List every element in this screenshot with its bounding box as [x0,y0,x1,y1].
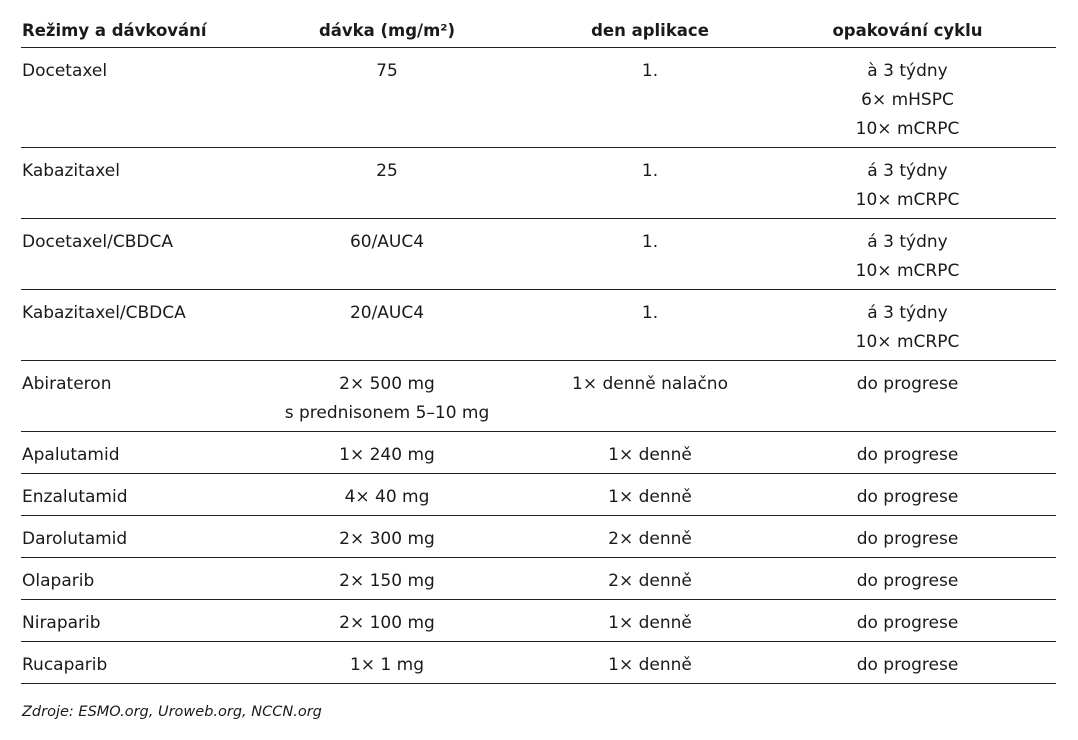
cell-cycle-line: do progrese [856,487,959,507]
cell-dose-line: 2× 500 mg [339,374,435,394]
header-day: den aplikace [541,14,759,48]
cell-cycle [759,600,1056,642]
cell-day [541,290,759,361]
cell-regimen [21,48,233,148]
cell-regimen [21,432,233,474]
cell-cycle-line: 10× mCRPC [855,261,960,281]
cell-regimen-text: Abirateron [22,374,112,394]
cell-dose [233,290,541,361]
cell-cycle-line: 10× mCRPC [855,332,960,352]
cell-day [541,219,759,290]
table-row [21,432,1056,474]
cell-day [541,48,759,148]
source-note: Zdroje: ESMO.org, Uroweb.org, NCCN.org [22,704,322,720]
cell-regimen [21,642,233,684]
cell-dose [233,558,541,600]
cell-cycle-line: á 3 týdny [867,232,948,252]
cell-regimen-text: Olaparib [22,571,95,591]
table-row [21,219,1056,290]
cell-day-line: 1× denně nalačno [572,374,728,394]
cell-day [541,642,759,684]
cell-cycle [759,48,1056,148]
table-row [21,290,1056,361]
cell-dose-line: 2× 300 mg [339,529,435,549]
table-row [21,474,1056,516]
table-row [21,558,1056,600]
cell-day-line: 1. [641,161,659,181]
cell-dose-line: 20/AUC4 [349,303,425,323]
cell-cycle-line: do progrese [856,529,959,549]
cell-regimen [21,290,233,361]
table-row [21,48,1056,148]
cell-dose [233,219,541,290]
cell-day-line: 1. [641,303,659,323]
cell-dose [233,432,541,474]
cell-cycle-line: do progrese [856,655,959,675]
cell-cycle-line: 10× mCRPC [855,119,960,139]
cell-dose-line: 4× 40 mg [344,487,430,507]
cell-dose-line: 1× 240 mg [339,445,435,465]
cell-day [541,600,759,642]
cell-regimen [21,219,233,290]
cell-regimen-text: Enzalutamid [22,487,128,507]
cell-dose-line: s prednisonem 5–10 mg [284,403,490,423]
cell-dose-line: 75 [376,61,398,81]
cell-cycle-line: do progrese [856,445,959,465]
cell-regimen-text: Kabazitaxel [22,161,120,181]
cell-regimen [21,558,233,600]
cell-dose [233,600,541,642]
table-row [21,361,1056,432]
table-body [21,48,1056,684]
cell-regimen-text: Kabazitaxel/CBDCA [22,303,186,323]
cell-day [541,558,759,600]
table-row [21,148,1056,219]
cell-day [541,474,759,516]
cell-dose [233,474,541,516]
cell-day-line: 1× denně [608,445,692,465]
cell-dose [233,148,541,219]
table-row [21,516,1056,558]
cell-day-line: 2× denně [608,529,692,549]
cell-day-line: 1× denně [608,487,692,507]
cell-regimen-text: Niraparib [22,613,101,633]
header-regimen: Režimy a dávkování [21,14,233,48]
cell-dose [233,516,541,558]
cell-day-line: 1. [641,232,659,252]
cell-cycle-line: 6× mHSPC [861,90,954,110]
cell-dose-line: 2× 150 mg [339,571,435,591]
cell-regimen [21,361,233,432]
cell-cycle [759,219,1056,290]
dosing-table [21,14,1056,684]
cell-cycle-line: á 3 týdny [867,161,948,181]
cell-regimen-text: Darolutamid [22,529,128,549]
cell-dose [233,48,541,148]
cell-day-line: 1× denně [608,655,692,675]
cell-cycle [759,432,1056,474]
cell-regimen-text: Rucaparib [22,655,108,675]
header-dose: dávka (mg/m²) [233,14,541,48]
cell-cycle [759,474,1056,516]
table-row [21,600,1056,642]
cell-dose-line: 60/AUC4 [349,232,425,252]
header-cycle: opakování cyklu [759,14,1056,48]
cell-regimen-text: Apalutamid [22,445,120,465]
cell-cycle-line: do progrese [856,571,959,591]
cell-day [541,148,759,219]
cell-cycle-line: á 3 týdny [867,303,948,323]
cell-dose [233,642,541,684]
cell-day-line: 1× denně [608,613,692,633]
cell-cycle [759,642,1056,684]
cell-day-line: 1. [641,61,659,81]
cell-day [541,361,759,432]
cell-cycle [759,361,1056,432]
cell-day-line: 2× denně [608,571,692,591]
cell-dose-line: 25 [376,161,398,181]
cell-cycle-line: do progrese [856,613,959,633]
cell-cycle [759,148,1056,219]
cell-regimen [21,474,233,516]
cell-day [541,432,759,474]
cell-cycle [759,516,1056,558]
cell-regimen-text: Docetaxel [22,61,108,81]
cell-regimen [21,148,233,219]
cell-cycle-line: do progrese [856,374,959,394]
cell-regimen [21,516,233,558]
cell-cycle-line: 10× mCRPC [855,190,960,210]
cell-dose-line: 2× 100 mg [339,613,435,633]
cell-cycle [759,558,1056,600]
cell-regimen [21,600,233,642]
cell-day [541,516,759,558]
header-row [21,14,1056,48]
cell-cycle-line: à 3 týdny [867,61,948,81]
cell-cycle [759,290,1056,361]
cell-regimen-text: Docetaxel/CBDCA [22,232,173,252]
cell-dose [233,361,541,432]
table-row [21,642,1056,684]
cell-dose-line: 1× 1 mg [349,655,425,675]
